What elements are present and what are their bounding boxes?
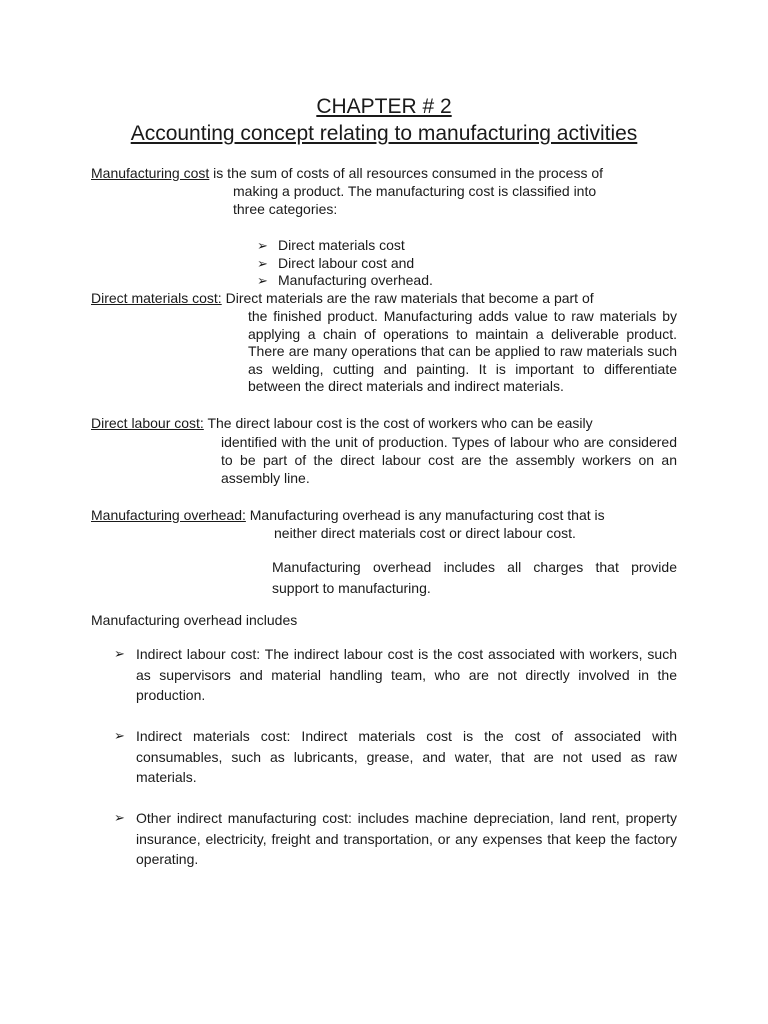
manufacturing-cost-line-2: making a product. The manufacturing cost is classified into (233, 183, 597, 199)
manufacturing-cost-line-3: three categories: (233, 201, 338, 217)
manufacturing-cost-line-1 (91, 165, 603, 182)
overhead-item-text: Indirect labour cost: The indirect labour cost is the cost associated with workers, such as supervisors and material handling team, who are not directly involved in the production. (136, 646, 677, 703)
overhead-item (114, 808, 677, 870)
arrow-bullet-icon: ➢ (257, 238, 268, 253)
chapter-number: CHAPTER # 2 (316, 95, 452, 118)
category-item (257, 237, 405, 254)
overhead-line-2: neither direct materials cost or direct labour cost. (274, 525, 576, 541)
manufacturing-cost-text: is the sum of costs of all resources consumed in the process of (209, 165, 604, 181)
overhead-item-text: Indirect materials cost: Indirect materials cost is the cost of associated with consumables, such as lubricants, grease, and water, that are not used as raw materials. (136, 728, 677, 785)
overhead-item (114, 644, 677, 706)
arrow-bullet-icon: ➢ (114, 646, 125, 661)
direct-materials-paragraph: the finished product. Manufacturing adds value to raw materials by applying a chain of operations to maintain a deliverable product. There are many operations that can be applied to raw materials such as welding, cutting and painting. It is important to differentiate between the direct materials and indirect materials. (248, 308, 677, 395)
category-label: Manufacturing overhead. (278, 272, 433, 288)
arrow-bullet-icon: ➢ (257, 273, 268, 288)
direct-labour-text: The direct labour cost is the cost of workers who can be easily (203, 415, 593, 431)
direct-materials-line-1 (91, 290, 594, 307)
overhead-term: Manufacturing overhead: (91, 507, 246, 523)
category-label: Direct materials cost (278, 237, 405, 253)
arrow-bullet-icon: ➢ (257, 256, 268, 271)
overhead-paragraph-2: Manufacturing overhead includes all charges that provide support to manufacturing. (272, 559, 677, 596)
overhead-item (114, 726, 677, 788)
direct-labour-paragraph: identified with the unit of production. Types of labour who are considered to be part of the direct labour cost are the assembly workers on an assembly line. (221, 434, 677, 486)
category-item (257, 272, 433, 289)
arrow-bullet-icon: ➢ (114, 728, 125, 743)
overhead-line-1 (91, 507, 605, 524)
direct-materials-text: Direct materials are the raw materials that become a part of (221, 290, 594, 306)
arrow-bullet-icon: ➢ (114, 810, 125, 825)
direct-labour-line-1 (91, 415, 593, 432)
manufacturing-cost-term: Manufacturing cost (91, 165, 210, 181)
overhead-includes-heading: Manufacturing overhead includes (91, 612, 298, 628)
direct-materials-term: Direct materials cost: (91, 290, 222, 306)
category-label: Direct labour cost and (278, 255, 415, 271)
direct-labour-term: Direct labour cost: (91, 415, 204, 431)
category-item (257, 255, 414, 272)
overhead-item-text: Other indirect manufacturing cost: includes machine depreciation, land rent, property insurance, electricity, freight and transportation, or any expenses that keep the factory operating. (136, 810, 677, 867)
overhead-text: Manufacturing overhead is any manufacturing cost that is (245, 507, 605, 523)
chapter-title: Accounting concept relating to manufacturing activities (130, 122, 638, 145)
